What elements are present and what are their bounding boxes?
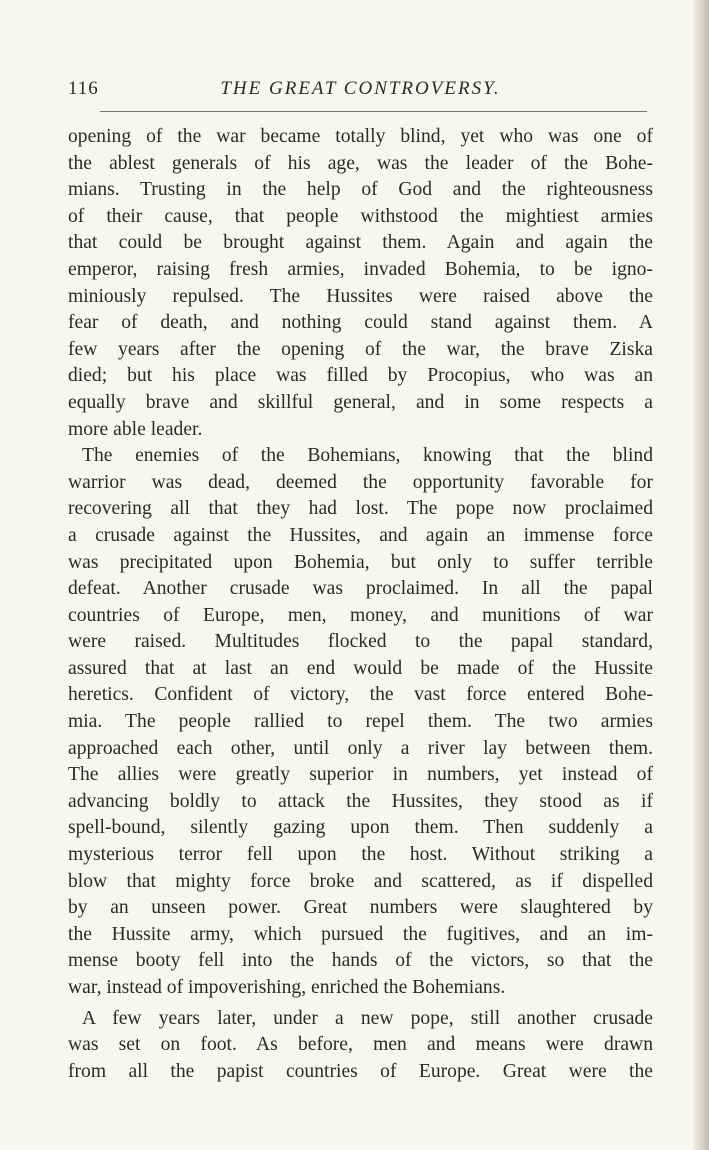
text-line: advancing boldly to attack the Hussites, they stood as if: [68, 790, 653, 812]
text-line: war, instead of impoverishing, enriched the Bohemians.: [68, 977, 506, 998]
text-line: mians. Trusting in the help of God and the righteousness: [68, 179, 653, 201]
text-line: more able leader.: [68, 418, 203, 440]
text-line: opening of the war became totally blind, yet who was one of: [68, 126, 653, 147]
text-line: of their cause, that people withstood the mightiest armies: [68, 205, 653, 227]
text-line: were raised. Multitudes flocked to the papal standard,: [68, 631, 653, 653]
page-number: 116: [68, 78, 99, 99]
paragraph-3: [68, 1006, 653, 1086]
text-line: the Hussite army, which pursued the fugitives, and an im-: [68, 923, 653, 945]
text-line: mysterious terror fell upon the host. Without striking a: [68, 844, 653, 866]
page-header: [68, 78, 653, 102]
text-line: was precipitated upon Bohemia, but only to suffer terrible: [68, 551, 653, 573]
text-line: A few years later, under a new pope, still another crusade: [82, 1007, 653, 1029]
text-line: from all the papist countries of Europe. Great were the: [68, 1060, 653, 1082]
text-line: emperor, raising fresh armies, invaded Bohemia, to be igno-: [68, 258, 653, 280]
text-line: fear of death, and nothing could stand against them. A: [68, 312, 653, 334]
text-line: The allies were greatly superior in numbers, yet instead of: [68, 764, 653, 786]
paragraph-2: [68, 443, 653, 1001]
text-line: approached each other, until only a river lay between them.: [68, 737, 653, 759]
paragraph-1: [68, 124, 653, 443]
text-line: that could be brought against them. Again and again the: [68, 232, 653, 254]
text-line: by an unseen power. Great numbers were slaughtered by: [68, 897, 653, 919]
text-line: blow that mighty force broke and scattered, as if dispelled: [68, 870, 653, 892]
header-rule: [100, 111, 647, 112]
text-line: the ablest generals of his age, was the leader of the Bohe-: [68, 152, 653, 174]
text-line: mia. The people rallied to repel them. The two armies: [68, 711, 653, 733]
text-line: mense booty fell into the hands of the victors, so that the: [68, 950, 653, 972]
text-line: miniously repulsed. The Hussites were raised above the: [68, 285, 653, 307]
text-line: countries of Europe, men, money, and munitions of war: [68, 604, 653, 626]
page-edge-shadow: [693, 0, 709, 1150]
text-line: defeat. Another crusade was proclaimed. In all the papal: [68, 578, 653, 600]
text-line: few years after the opening of the war, the brave Ziska: [68, 338, 653, 360]
text-line: assured that at last an end would be made of the Hussite: [68, 657, 653, 679]
text-line: was set on foot. As before, men and means were drawn: [68, 1034, 653, 1056]
text-line: equally brave and skillful general, and in some respects a: [68, 391, 653, 413]
text-line: heretics. Confident of victory, the vast force entered Bohe-: [68, 684, 653, 706]
text-line: a crusade against the Hussites, and again an immense force: [68, 524, 653, 546]
text-line: recovering all that they had lost. The pope now proclaimed: [68, 498, 653, 520]
text-line: died; but his place was filled by Procopius, who was an: [68, 365, 653, 387]
text-line: The enemies of the Bohemians, knowing that the blind: [82, 445, 653, 467]
body-text: [68, 124, 653, 1085]
running-title: THE GREAT CONTROVERSY.: [220, 78, 501, 99]
text-line: warrior was dead, deemed the opportunity favorable for: [68, 471, 653, 493]
text-line: spell-bound, silently gazing upon them. Then suddenly a: [68, 817, 653, 839]
